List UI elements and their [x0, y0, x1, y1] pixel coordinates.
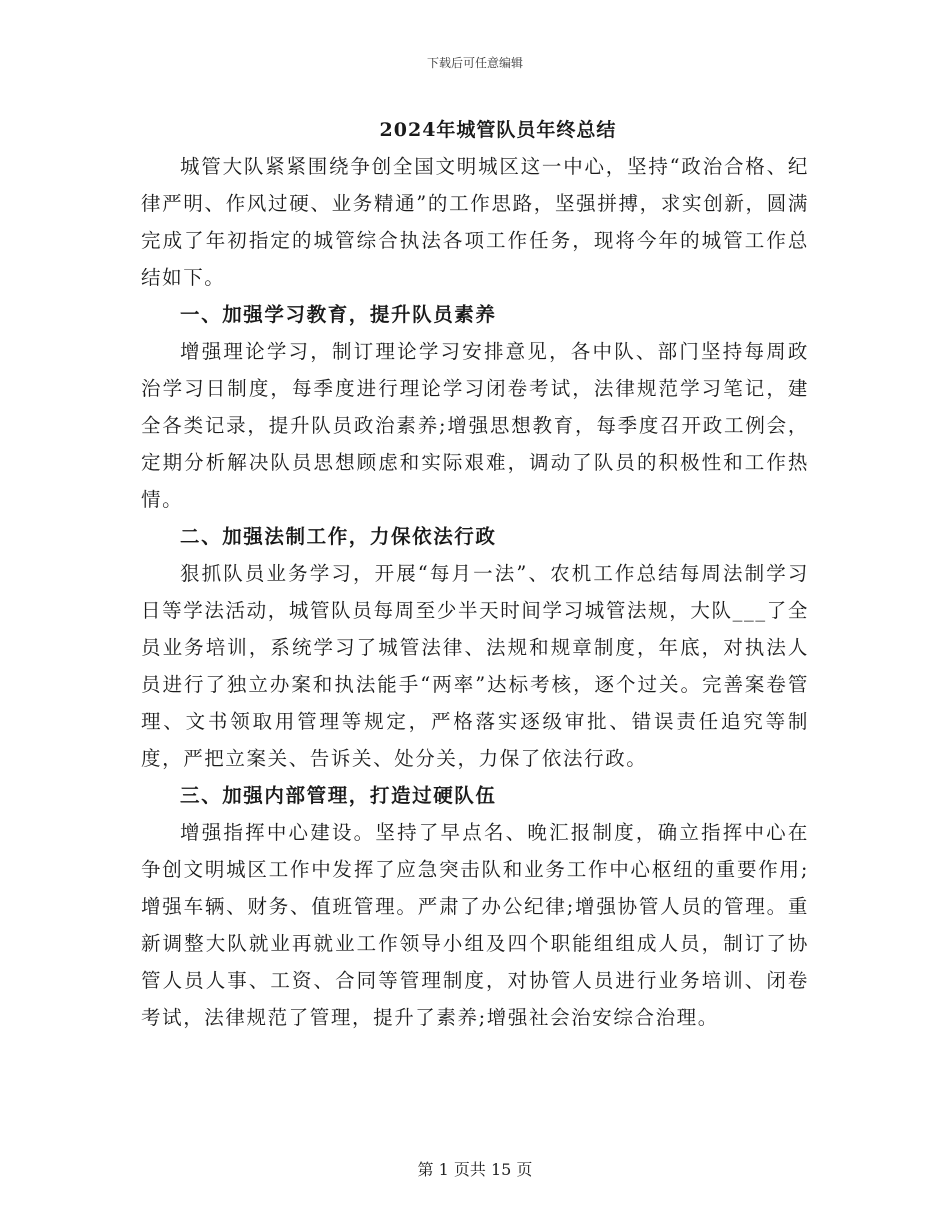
section-heading-1: 一、加强学习教育，提升队员素养 [180, 303, 497, 326]
section-heading-2: 二、加强法制工作，力保依法行政 [180, 525, 497, 548]
header-note: 下载后可任意编辑 [426, 56, 523, 70]
intro-paragraph: 城管大队紧紧围绕争创全国文明城区这一中心，坚持“政治合格、纪律严明、作风过硬、业务精通”的工作思路，坚强拼搏，求实创新，圆满完成了年初指定的城管综合执法各项工作任务，现将今年的城管工作总结如下。 [141, 155, 809, 289]
section-2-paragraph: 狠抓队员业务学习，开展“每月一法”、农机工作总结每周法制学习日等学法活动，城管队员每周至少半天时间学习城管法规，大队___了全员业务培训，系统学习了城管法律、法规和规章制度，年底，对执法人员进行了独立办案和执法能手“两率”达标考核，逐个过关。完善案卷管理、文书领取用管理等规定，严格落实逐级审批、错误责任追究等制度，严把立案关、告诉关、处分关，力保了依法行政。 [141, 562, 809, 770]
section-3-paragraph: 增强指挥中心建设。坚持了早点名、晚汇报制度，确立指挥中心在争创文明城区工作中发挥了应急突击队和业务工作中心枢纽的重要作用;增强车辆、财务、值班管理。严肃了办公纪律;增强协管人员的管理。重新调整大队就业再就业工作领导小组及四个职能组组成人员，制订了协管人员人事、工资、合同等管理制度，对协管人员进行业务培训、闭卷考试，法律规范了管理，提升了素养;增强社会治安综合治理。 [141, 821, 809, 1029]
section-heading-3: 三、加强内部管理，打造过硬队伍 [180, 784, 497, 807]
section-1-paragraph: 增强理论学习，制订理论学习安排意见，各中队、部门坚持每周政治学习日制度，每季度进行理论学习闭卷考试，法律规范学习笔记，建全各类记录，提升队员政治素养;增强思想教育，每季度召开政工例会，定期分析解决队员思想顾虑和实际艰难，调动了队员的积极性和工作热情。 [141, 340, 809, 511]
document-body [141, 148, 809, 1036]
page-number-footer: 第 1 页共 15 页 [417, 1160, 533, 1179]
document-title: 2024年城管队员年终总结 [379, 119, 617, 141]
